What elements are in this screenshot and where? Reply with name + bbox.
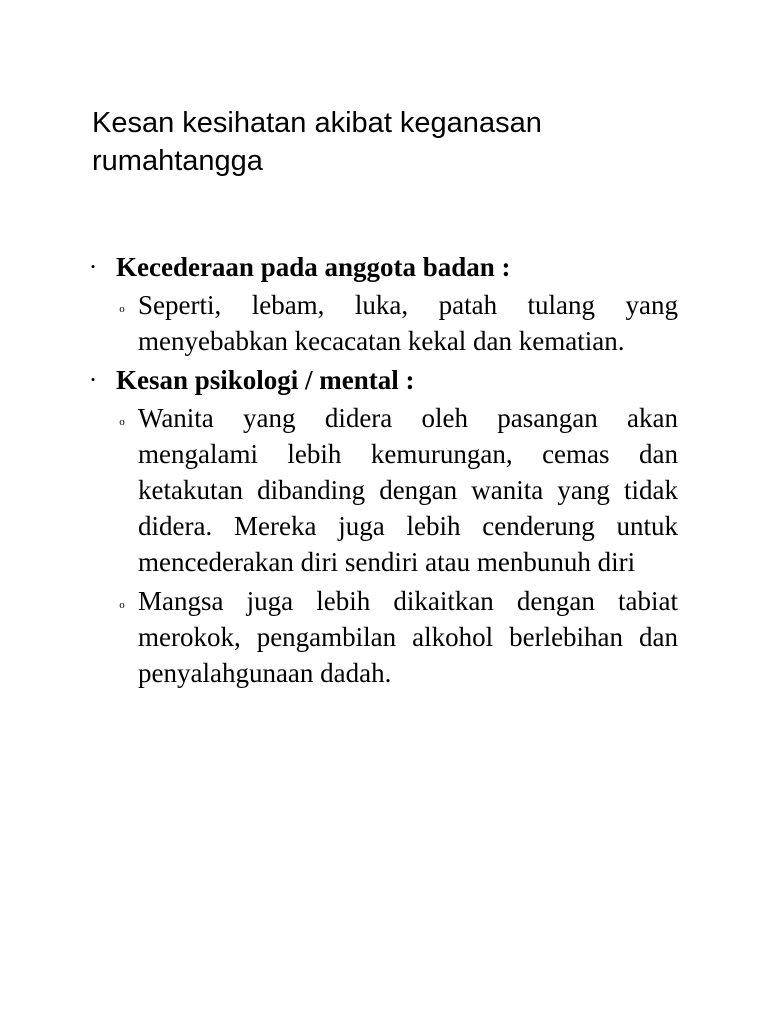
section-heading: Kesan psikologi / mental : xyxy=(116,365,415,395)
sub-list-item xyxy=(116,287,678,359)
sub-list-item xyxy=(116,400,678,580)
hollow-circle-icon: o xyxy=(119,416,125,428)
bullet-dot-icon: • xyxy=(90,259,96,274)
bullet-list xyxy=(86,249,678,694)
document-title: Kesan kesihatan akibat keganasan rumahtangga xyxy=(92,107,542,177)
hollow-circle-icon: o xyxy=(119,303,125,315)
sub-item-text: Mangsa juga lebih dikaitkan dengan tabiat merokok, pengambilan alkohol berlebihan dan penyalahgunaan dadah. xyxy=(138,586,678,688)
sub-list xyxy=(116,400,678,691)
hollow-circle-icon: o xyxy=(119,599,125,611)
bullet-dot-icon: • xyxy=(90,372,96,387)
sub-list-item xyxy=(116,583,678,691)
section-psychological xyxy=(86,362,678,691)
section-physical-injury xyxy=(86,249,678,359)
sub-item-text: Seperti, lebam, luka, patah tulang yang menyebabkan kecacatan kekal dan kematian. xyxy=(138,290,678,356)
sub-item-text: Wanita yang didera oleh pasangan akan mengalami lebih kemurungan, cemas dan ketakutan dibanding dengan wanita yang tidak didera. Mereka juga lebih cenderung untuk mencederakan diri sendiri atau menbunuh diri xyxy=(138,403,678,577)
sub-list xyxy=(116,287,678,359)
section-heading: Kecederaan pada anggota badan : xyxy=(116,252,511,282)
